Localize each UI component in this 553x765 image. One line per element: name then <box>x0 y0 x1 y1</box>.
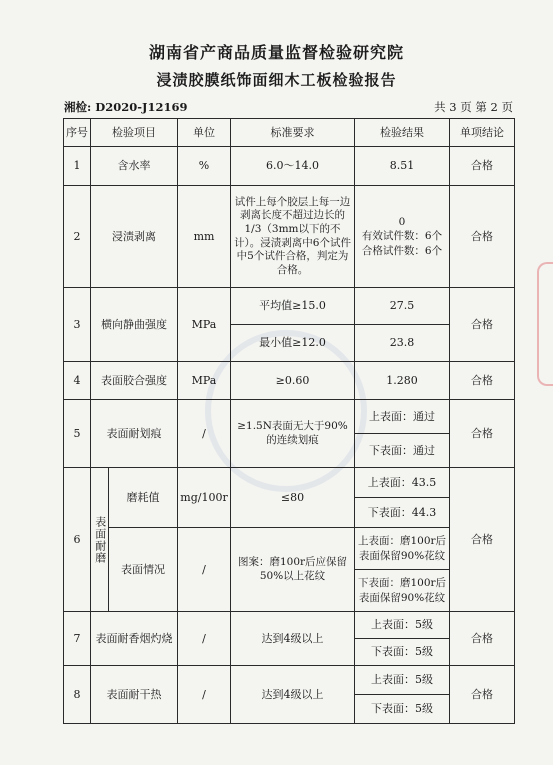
row-item: 表面胶合强度 <box>91 362 178 400</box>
row-item: 表面耐香烟灼烧 <box>91 612 178 666</box>
result-line: 0 <box>398 216 406 229</box>
row-unit: / <box>178 400 231 468</box>
row-verdict: 合格 <box>450 186 515 288</box>
row-requirement: 达到4级以上 <box>231 666 355 724</box>
table-row <box>64 666 515 695</box>
result-line: 有效试件数：6个 <box>361 230 443 243</box>
row-requirement: ≥0.60 <box>231 362 355 400</box>
row-unit: mm <box>178 186 231 288</box>
header-result: 检验结果 <box>355 119 450 147</box>
row-requirement: ≤80 <box>231 468 355 528</box>
row-no: 1 <box>64 147 91 186</box>
row-item: 表面耐干热 <box>91 666 178 724</box>
row-unit: / <box>178 528 231 612</box>
row-unit: MPa <box>178 288 231 362</box>
row-result: 上表面：43.5 <box>355 468 450 498</box>
row-requirement: 最小值≥12.0 <box>231 325 355 362</box>
row-requirement: ≥1.5N表面无大于90%的连续划痕 <box>231 400 355 468</box>
row-result: 27.5 <box>355 288 450 325</box>
row-item: 磨耗值 <box>109 468 178 528</box>
row-no: 7 <box>64 612 91 666</box>
group-label: 表面耐磨 <box>93 515 107 564</box>
row-result: 下表面：通过 <box>355 434 450 468</box>
table-row <box>64 362 515 400</box>
header-unit: 单位 <box>178 119 231 147</box>
table-row <box>64 147 515 186</box>
table-row <box>64 186 515 288</box>
row-verdict: 合格 <box>450 362 515 400</box>
row-group <box>91 468 109 612</box>
row-requirement: 图案：磨100r后应保留50%以上花纹 <box>231 528 355 612</box>
row-verdict: 合格 <box>450 147 515 186</box>
row-verdict: 合格 <box>450 468 515 612</box>
row-result: 下表面：44.3 <box>355 498 450 528</box>
row-unit: mg/100r <box>178 468 231 528</box>
row-result: 下表面：磨100r后表面保留90%花纹 <box>355 570 450 612</box>
row-result: 下表面：5级 <box>355 695 450 724</box>
row-result: 23.8 <box>355 325 450 362</box>
row-result: 下表面：5级 <box>355 639 450 666</box>
row-requirement: 6.0～14.0 <box>231 147 355 186</box>
row-unit: / <box>178 666 231 724</box>
institute-title: 湖南省产商品质量监督检验研究院 <box>148 43 404 62</box>
row-no: 2 <box>64 186 91 288</box>
red-stamp-edge <box>537 262 553 386</box>
row-unit: MPa <box>178 362 231 400</box>
row-item: 含水率 <box>91 147 178 186</box>
row-item: 表面耐划痕 <box>91 400 178 468</box>
row-result: 上表面：磨100r后表面保留90%花纹 <box>355 528 450 570</box>
inspection-table <box>63 118 515 724</box>
header-no: 序号 <box>64 119 91 147</box>
row-result <box>355 186 450 288</box>
page-indicator: 共 3 页 第 2 页 <box>434 100 513 114</box>
report-number: 湘检: D2020-J12169 <box>64 100 188 114</box>
row-result: 8.51 <box>355 147 450 186</box>
row-no: 6 <box>64 468 91 612</box>
table-row <box>64 612 515 639</box>
row-unit: / <box>178 612 231 666</box>
row-verdict: 合格 <box>450 666 515 724</box>
result-line: 合格试件数：6个 <box>361 244 443 257</box>
row-result: 上表面：5级 <box>355 666 450 695</box>
row-verdict: 合格 <box>450 400 515 468</box>
row-requirement: 达到4级以上 <box>231 612 355 666</box>
table-row <box>64 288 515 325</box>
row-item: 表面情况 <box>109 528 178 612</box>
row-no: 3 <box>64 288 91 362</box>
row-no: 5 <box>64 400 91 468</box>
header-item: 检验项目 <box>91 119 178 147</box>
table-row <box>64 468 515 498</box>
header-verdict: 单项结论 <box>450 119 515 147</box>
row-no: 4 <box>64 362 91 400</box>
row-requirement: 平均值≥15.0 <box>231 288 355 325</box>
row-result: 上表面：通过 <box>355 400 450 434</box>
table-header-row <box>64 119 515 147</box>
row-item: 横向静曲强度 <box>91 288 178 362</box>
report-title: 浸渍胶膜纸饰面细木工板检验报告 <box>156 71 397 89</box>
row-requirement: 试件上每个胶层上每一边剥离长度不超过边长的1/3（3mm以下的不计）。浸渍剥离中6个试件中5个试件合格，判定为合格。 <box>231 186 355 288</box>
header-requirement: 标准要求 <box>231 119 355 147</box>
row-verdict: 合格 <box>450 288 515 362</box>
table-subrow <box>64 528 515 570</box>
row-no: 8 <box>64 666 91 724</box>
row-result: 上表面：5级 <box>355 612 450 639</box>
table-row <box>64 400 515 434</box>
row-verdict: 合格 <box>450 612 515 666</box>
row-unit: % <box>178 147 231 186</box>
row-item: 浸渍剥离 <box>91 186 178 288</box>
row-result: 1.280 <box>355 362 450 400</box>
